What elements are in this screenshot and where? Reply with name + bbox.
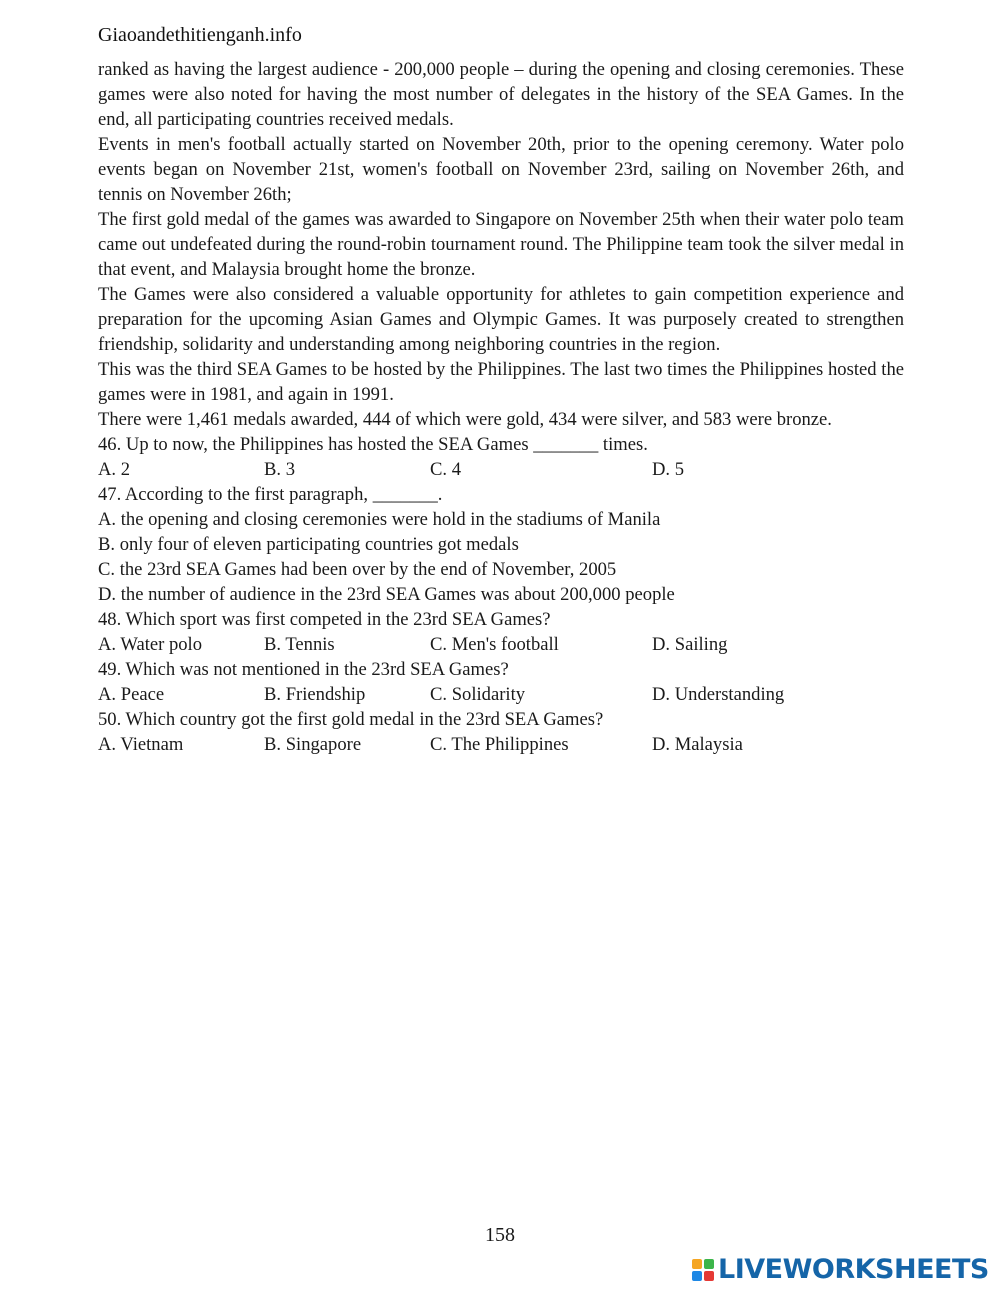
q47-option-a[interactable]: A. the opening and closing ceremonies were hold in the stadiums of Manila [98, 509, 661, 530]
question-47: 47. According to the first paragraph, _______. [98, 484, 443, 505]
q50-option-a[interactable]: A. Vietnam [98, 734, 184, 755]
q48-option-c[interactable]: C. Men's football [430, 634, 559, 655]
q50-option-c[interactable]: C. The Philippines [430, 734, 569, 755]
q46-option-a[interactable]: A. 2 [98, 459, 131, 480]
question-46: 46. Up to now, the Philippines has hosted the SEA Games _______ times. [98, 434, 648, 455]
paragraph-6: There were 1,461 medals awarded, 444 of which were gold, 434 were silver, and 583 were bronze. [98, 409, 832, 430]
logo-square-3 [692, 1271, 702, 1281]
liveworksheets-logo-icon [692, 1259, 714, 1281]
logo-square-2 [704, 1259, 714, 1269]
paragraph-4: The Games were also considered a valuable opportunity for athletes to gain competition experience and preparation for the upcoming Asian Games and Olympic Games. It was purposely created to strengthen friendship, solidarity and understanding among neighboring countries in the region. [98, 284, 904, 355]
question-48: 48. Which sport was first competed in the 23rd SEA Games? [98, 609, 551, 630]
q47-option-c[interactable]: C. the 23rd SEA Games had been over by the end of November, 2005 [98, 559, 617, 580]
paragraph-2: Events in men's football actually started on November 20th, prior to the opening ceremony. Water polo events began on November 21st, women's football on November 23rd, sailing on November 26th, and tennis on November 26th; [98, 134, 904, 205]
worksheet-content [98, 57, 904, 757]
question-50: 50. Which country got the first gold medal in the 23rd SEA Games? [98, 709, 604, 730]
q46-option-d[interactable]: D. 5 [652, 459, 685, 480]
question-49-options [98, 682, 904, 707]
q47-option-b[interactable]: B. only four of eleven participating countries got medals [98, 534, 519, 555]
site-header: Giaoandethitienganh.info [98, 24, 302, 46]
q50-option-b[interactable]: B. Singapore [264, 734, 362, 755]
q48-option-b[interactable]: B. Tennis [264, 634, 335, 655]
liveworksheets-logo-text: LIVEWORKSHEETS [718, 1254, 989, 1285]
question-49: 49. Which was not mentioned in the 23rd SEA Games? [98, 659, 509, 680]
q47-option-d[interactable]: D. the number of audience in the 23rd SEA Games was about 200,000 people [98, 584, 675, 605]
paragraph-1: ranked as having the largest audience - 200,000 people – during the opening and closing ceremonies. These games were also noted for having the most number of delegates in the history of the SEA Games. In the end, all participating countries received medals. [98, 59, 904, 130]
q48-option-d[interactable]: D. Sailing [652, 634, 728, 655]
q48-option-a[interactable]: A. Water polo [98, 634, 203, 655]
page-number: 158 [485, 1224, 515, 1246]
question-48-options [98, 632, 904, 657]
paragraph-3: The first gold medal of the games was awarded to Singapore on November 25th when their water polo team came out undefeated during the round-robin tournament round. The Philippine team took the silver medal in that event, and Malaysia brought home the bronze. [98, 209, 904, 280]
question-46-options [98, 457, 904, 482]
question-50-options [98, 732, 904, 757]
q49-option-c[interactable]: C. Solidarity [430, 684, 526, 705]
q49-option-a[interactable]: A. Peace [98, 684, 165, 705]
logo-square-1 [692, 1259, 702, 1269]
paragraph-5: This was the third SEA Games to be hosted by the Philippines. The last two times the Philippines hosted the games were in 1981, and again in 1991. [98, 359, 904, 405]
logo-square-4 [704, 1271, 714, 1281]
q46-option-b[interactable]: B. 3 [264, 459, 295, 480]
q50-option-d[interactable]: D. Malaysia [652, 734, 743, 755]
q46-option-c[interactable]: C. 4 [430, 459, 461, 480]
q49-option-b[interactable]: B. Friendship [264, 684, 366, 705]
q49-option-d[interactable]: D. Understanding [652, 684, 785, 705]
liveworksheets-logo[interactable] [692, 1254, 989, 1286]
